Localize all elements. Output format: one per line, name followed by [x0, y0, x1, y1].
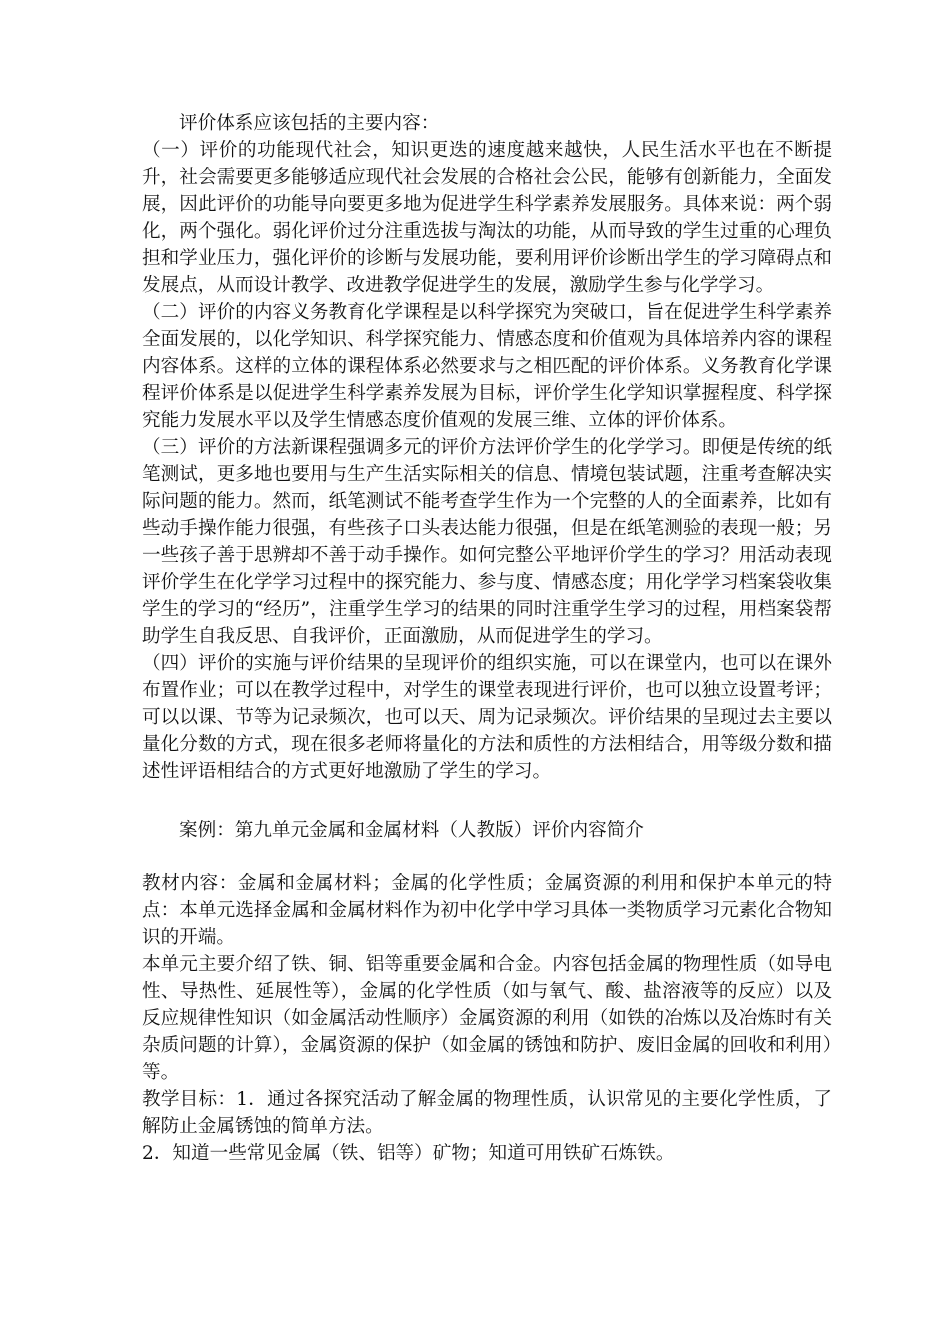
- paragraph-evaluation-implementation: （四）评价的实施与评价结果的呈现评价的组织实施，可以在课堂内，也可以在课外布置作业；可以在教学过程中，对学生的课堂表现进行评价，也可以独立设置考评；可以以课、节等为记录频次，也可以天、周为记录频次。评价结果的呈现过去主要以量化分数的方式，现在很多老师将量化的方法和质性的方法相结合，用等级分数和描述性评语相结合的方式更好地激励了学生的学习。: [142, 653, 832, 782]
- paragraph-evaluation-function: （一）评价的功能现代社会，知识更迭的速度越来越快，人民生活水平也在不断提升，社会需要更多能够适应现代社会发展的合格社会公民，能够有创新能力，全面发展，因此评价的功能导向要更多地为促进学生科学素养发展服务。具体来说：两个弱化，两个强化。弱化评价过分注重选拔与淘汰的功能，从而导致的学生过重的心理负担和学业压力，强化评价的诊断与发展功能，要利用评价诊断出学生的学习障碍点和发展点，从而设计教学、改进教学促进学生的发展，激励学生参与化学学习。: [142, 140, 832, 296]
- document-page: [142, 110, 832, 1167]
- section-intro: 评价体系应该包括的主要内容：: [179, 113, 440, 134]
- paragraph-textbook-content: 教材内容：金属和金属材料；金属的化学性质；金属资源的利用和保护本单元的特点：本单元选择金属和金属材料作为初中化学中学习具体一类物质学习元素化合物知识的开端。: [142, 873, 832, 948]
- paragraph-evaluation-content: （二）评价的内容义务教育化学课程是以科学探究为突破口，旨在促进学生科学素养全面发展的，以化学知识、科学探究能力、情感态度和价值观为具体培养内容的课程内容体系。这样的立体的课程体系必然要求与之相匹配的评价体系。义务教育化学课程评价体系是以促进学生科学素养发展为目标，评价学生化学知识掌握程度、科学探究能力发展水平以及学生情感态度价值观的发展三维、立体的评价体系。: [142, 302, 832, 431]
- case-title: 案例：第九单元金属和金属材料（人教版）评价内容简介: [179, 820, 644, 841]
- paragraph-evaluation-method: （三）评价的方法新课程强调多元的评价方法评价学生的化学学习。即便是传统的纸笔测试，更多地也要用与生产生活实际相关的信息、情境包装试题，注重考查解决实际问题的能力。然而，纸笔测试不能考查学生作为一个完整的人的全面素养，比如有些动手操作能力很强，有些孩子口头表达能力很强，但是在纸笔测验的表现一般；另一些孩子善于思辨却不善于动手操作。如何完整公平地评价学生的学习？用活动表现评价学生在化学学习过程中的探究能力、参与度、情感态度；用化学学习档案袋收集学生的学习的“经历”，注重学生学习的结果的同时注重学生学习的过程，用档案袋帮助学生自我反思、自我评价，正面激励，从而促进学生的学习。: [142, 437, 832, 647]
- paragraph-unit-summary: 本单元主要介绍了铁、铜、铝等重要金属和合金。内容包括金属的物理性质（如导电性、导热性、延展性等），金属的化学性质（如与氧气、酸、盐溶液等的反应）以及反应规律性知识（如金属活动性顺序）金属资源的利用（如铁的冶炼以及冶炼时有关杂质问题的计算），金属资源的保护（如金属的锈蚀和防护、废旧金属的回收和利用）等。: [142, 954, 832, 1083]
- paragraph-teaching-goal-2: 2．知道一些常见金属（铁、铝等）矿物；知道可用铁矿石炼铁。: [142, 1143, 675, 1164]
- paragraph-teaching-goal-1: 教学目标：1．通过各探究活动了解金属的物理性质，认识常见的主要化学性质，了解防止金属锈蚀的简单方法。: [142, 1089, 832, 1137]
